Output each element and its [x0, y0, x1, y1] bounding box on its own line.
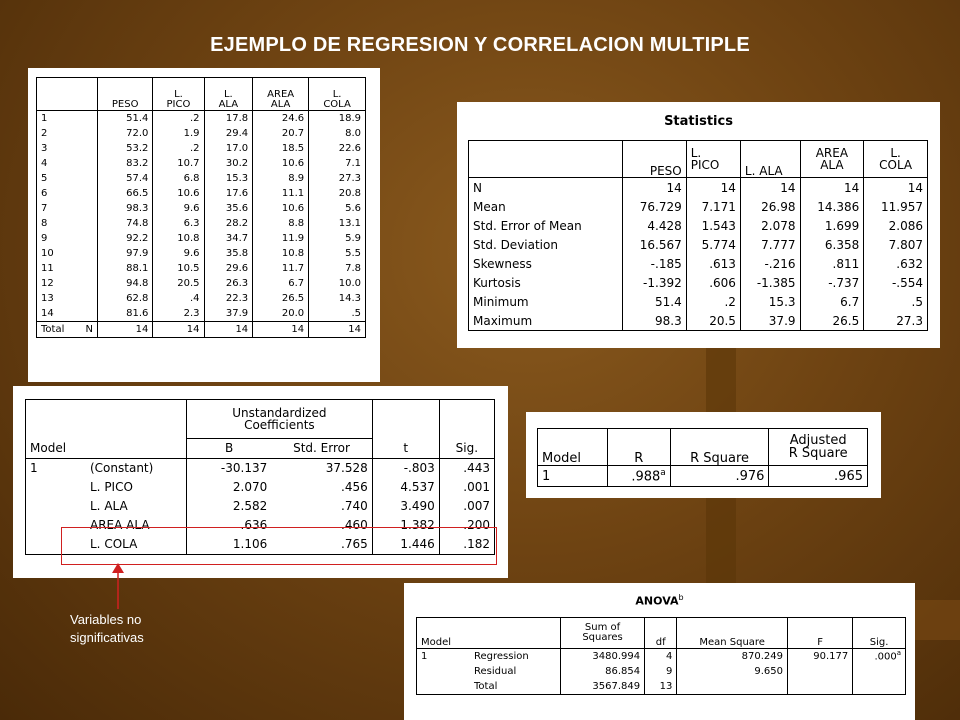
stat-value: .811 — [800, 254, 864, 273]
cell-value: 66.5 — [98, 186, 153, 201]
anova-header-mean-square: Mean Square — [677, 618, 788, 649]
table-row — [37, 126, 366, 141]
stats-header-lala: L. ALA — [740, 141, 800, 178]
coef-value: 1.106 — [232, 537, 268, 551]
cell-value: 22.3 — [204, 291, 253, 306]
stat-label: N — [469, 178, 623, 198]
cell-value: 10.0 — [338, 277, 361, 289]
cell-value: 10.6 — [253, 201, 309, 216]
stat-value: 98.3 — [623, 311, 687, 331]
cell-value: 5.5 — [345, 247, 361, 259]
table-row — [26, 458, 495, 478]
stat-value: 4.428 — [623, 216, 687, 235]
cell-value: 20.7 — [253, 126, 309, 141]
cell-value: 83.2 — [98, 156, 153, 171]
anova-label: 1 — [421, 650, 428, 662]
cell-value: 10.6 — [153, 186, 204, 201]
cell-value: 24.6 — [253, 111, 309, 127]
cell-value: 97.9 — [98, 246, 153, 261]
cell-value: 8.8 — [253, 216, 309, 231]
stat-value: 51.4 — [623, 292, 687, 311]
cell-value: 10.7 — [153, 156, 204, 171]
stat-value: 6.7 — [800, 292, 864, 311]
cell-value: 28.2 — [204, 216, 253, 231]
stats-header-lpico: L. PICO — [686, 141, 740, 178]
stat-value: -1.392 — [623, 273, 687, 292]
coef-value: -30.137 — [220, 461, 268, 475]
stat-label: Std. Deviation — [469, 235, 623, 254]
cell-value: 17.0 — [204, 141, 253, 156]
cell-value: 26.5 — [253, 291, 309, 306]
unstandardized-coefficients-header: Unstandardized Coefficients — [187, 400, 373, 439]
cell-value: 92.2 — [98, 231, 153, 246]
stat-value: 1.699 — [800, 216, 864, 235]
summary-header-r: R — [607, 429, 670, 466]
row-index: 11 — [37, 261, 98, 276]
stats-header-peso: PESO — [623, 141, 687, 178]
stat-value: .606 — [686, 273, 740, 292]
coef-value: 1.446 — [372, 535, 439, 555]
row-index: 6 — [37, 186, 98, 201]
row-index: 8 — [37, 216, 98, 231]
table-row — [469, 178, 928, 198]
summary-header-adjusted-r-square: Adjusted R Square — [788, 433, 848, 461]
coef-header-t: t — [372, 438, 439, 458]
stat-value: .632 — [896, 256, 923, 271]
coef-value: 37.528 — [271, 458, 372, 478]
cell-value: 29.4 — [204, 126, 253, 141]
stat-value: -1.385 — [740, 273, 800, 292]
stat-value: 26.98 — [740, 197, 800, 216]
anova-label: Regression — [470, 649, 561, 665]
col-header-peso: PESO — [98, 78, 153, 111]
anova-title: ANOVA$^b$ — [635, 593, 684, 608]
cell-value: 18.9 — [338, 112, 361, 124]
stat-value: 7.807 — [888, 237, 923, 252]
anova-value: 3480.994 — [561, 649, 645, 665]
anova-label — [417, 679, 471, 695]
stat-value: 2.086 — [888, 218, 923, 233]
cell-value: .2 — [153, 141, 204, 156]
cell-value: 30.2 — [204, 156, 253, 171]
cell-value: 9.6 — [153, 246, 204, 261]
cell-value: 18.5 — [253, 141, 309, 156]
cell-value: 11.7 — [253, 261, 309, 276]
coef-value: .636 — [240, 518, 268, 532]
coef-value: .740 — [271, 497, 372, 516]
coef-label: (Constant) — [86, 458, 187, 478]
coef-value: 2.582 — [232, 499, 268, 513]
table-row — [37, 216, 366, 231]
slide-title: EJEMPLO DE REGRESION Y CORRELACION MULTIPLE — [210, 34, 750, 56]
coefficients-panel — [13, 386, 508, 578]
stat-value: 16.567 — [623, 235, 687, 254]
stat-value: 5.774 — [686, 235, 740, 254]
coef-value: .200 — [463, 518, 490, 532]
stat-value: 20.5 — [686, 311, 740, 331]
total-row: Total N 14 14 14 14 14 — [37, 322, 366, 338]
table-row — [469, 254, 928, 273]
stat-value: 14 — [623, 178, 687, 198]
cell-value: .2 — [153, 111, 204, 127]
stat-value: -.216 — [740, 254, 800, 273]
anova-value: 9 — [645, 664, 677, 679]
anova-value — [787, 664, 852, 679]
stat-value: .5 — [911, 294, 923, 309]
anova-value: 3567.849 — [561, 679, 645, 695]
cell-value: 10.8 — [153, 231, 204, 246]
anova-label — [417, 664, 471, 679]
table-row — [469, 273, 928, 292]
anova-value: 870.249 — [677, 649, 788, 665]
anova-panel — [404, 583, 915, 720]
cell-value: 5.6 — [345, 202, 361, 214]
cell-value: 6.3 — [153, 216, 204, 231]
stats-header-lcola: L. COLA — [879, 146, 913, 172]
cell-value: 5.9 — [345, 232, 361, 244]
coef-header-b: B — [225, 441, 234, 455]
table-row — [469, 235, 928, 254]
stat-label: Maximum — [469, 311, 623, 331]
coef-label: L. PICO — [86, 478, 187, 497]
stat-value: -.737 — [800, 273, 864, 292]
table-row — [417, 649, 906, 665]
table-row — [37, 246, 366, 261]
table-row — [37, 111, 366, 127]
anova-value: 4 — [645, 649, 677, 665]
row-index: 4 — [37, 156, 98, 171]
stat-value: 14 — [686, 178, 740, 198]
stat-label: Std. Error of Mean — [469, 216, 623, 235]
table-row — [469, 197, 928, 216]
anova-value: 9.650 — [677, 664, 788, 679]
cell-value: 14.3 — [338, 292, 361, 304]
cell-value: 7.8 — [345, 262, 361, 274]
cell-value: 6.7 — [253, 276, 309, 291]
stats-header-areaala: AREA ALA — [800, 141, 864, 178]
anova-value: .000$^a$ — [874, 649, 901, 663]
annotation-arrow — [108, 563, 128, 613]
cell-value: 62.8 — [98, 291, 153, 306]
coef-value: .460 — [271, 516, 372, 535]
cell-value: 35.8 — [204, 246, 253, 261]
cell-value: 8.9 — [253, 171, 309, 186]
non-significant-variables-note: Variables no significativas — [70, 612, 144, 645]
table-row — [37, 291, 366, 306]
anova-header-sig: Sig. — [869, 637, 889, 648]
row-index: 5 — [37, 171, 98, 186]
row-index: 9 — [37, 231, 98, 246]
summary-header-model: Model — [538, 429, 608, 466]
stat-value: 14.386 — [800, 197, 864, 216]
coef-label: AREA ALA — [86, 516, 187, 535]
stat-label: Minimum — [469, 292, 623, 311]
stat-value: .613 — [686, 254, 740, 273]
stat-value: 37.9 — [740, 311, 800, 331]
anova-label: Residual — [470, 664, 561, 679]
anova-value: 90.177 — [787, 649, 852, 665]
cell-value: 10.8 — [253, 246, 309, 261]
coef-label: L. COLA — [86, 535, 187, 555]
anova-value — [853, 679, 906, 695]
cell-value: 22.6 — [338, 142, 361, 154]
table-row — [37, 186, 366, 201]
row-index: 10 — [37, 246, 98, 261]
coef-label — [26, 497, 87, 516]
coef-value: .001 — [463, 480, 490, 494]
table-row — [37, 231, 366, 246]
statistics-panel — [457, 102, 940, 348]
cell-value: 88.1 — [98, 261, 153, 276]
cell-value: 20.8 — [338, 187, 361, 199]
cell-value: 35.6 — [204, 201, 253, 216]
cell-value: 10.6 — [253, 156, 309, 171]
stat-value: 1.543 — [686, 216, 740, 235]
stat-label: Mean — [469, 197, 623, 216]
coef-header-sig: Sig. — [455, 440, 479, 455]
anova-label: Total — [470, 679, 561, 695]
cell-value: 20.0 — [253, 306, 309, 322]
row-index: 14 — [37, 306, 98, 322]
stat-value: 6.358 — [800, 235, 864, 254]
anova-header-sum-of-squares: Sum of Squares — [561, 618, 645, 649]
cell-value: 27.3 — [338, 172, 361, 184]
cell-value: 15.3 — [204, 171, 253, 186]
coef-value: .443 — [463, 461, 490, 475]
model-summary-panel — [526, 412, 881, 498]
stat-value: 14 — [740, 178, 800, 198]
cell-value: 13.1 — [338, 217, 361, 229]
cell-value: 51.4 — [98, 111, 153, 127]
anova-value — [853, 664, 906, 679]
row-index: 2 — [37, 126, 98, 141]
table-row — [469, 292, 928, 311]
row-index: 1 — [37, 111, 98, 127]
cell-value: 72.0 — [98, 126, 153, 141]
row-index: 3 — [37, 141, 98, 156]
col-header-lala: L. ALA — [204, 78, 253, 111]
table-row — [37, 276, 366, 291]
non-significant-highlight-box — [61, 527, 497, 565]
table-row — [37, 141, 366, 156]
cell-value: 10.5 — [153, 261, 204, 276]
coef-value: 1.382 — [372, 516, 439, 535]
table-row — [37, 171, 366, 186]
summary-header-r-square: R Square — [670, 429, 769, 466]
anova-value: 86.854 — [561, 664, 645, 679]
stat-label: Kurtosis — [469, 273, 623, 292]
row-index: 13 — [37, 291, 98, 306]
data-table-panel — [28, 68, 380, 382]
col-header-lpico: L. PICO — [153, 78, 204, 111]
cell-value: 17.8 — [204, 111, 253, 127]
table-row — [26, 497, 495, 516]
cell-value: 8.0 — [345, 127, 361, 139]
anova-value — [677, 679, 788, 695]
cell-value: 94.8 — [98, 276, 153, 291]
cell-value: 81.6 — [98, 306, 153, 322]
coef-value: .765 — [271, 535, 372, 555]
row-index: 7 — [37, 201, 98, 216]
stat-value: 76.729 — [623, 197, 687, 216]
coef-value: 3.490 — [372, 497, 439, 516]
cell-value: 6.8 — [153, 171, 204, 186]
row-index: 12 — [37, 276, 98, 291]
stat-value: 7.171 — [686, 197, 740, 216]
cell-value: 20.5 — [153, 276, 204, 291]
coef-header-model: Model — [30, 440, 67, 455]
cell-value: 2.3 — [153, 306, 204, 322]
coef-label: 1 — [30, 461, 38, 475]
col-header-areaala: AREA ALA — [253, 78, 309, 111]
stat-value: 11.957 — [881, 199, 923, 214]
coef-value: 4.537 — [372, 478, 439, 497]
cell-value: 9.6 — [153, 201, 204, 216]
stat-value: 14 — [800, 178, 864, 198]
cell-value: .5 — [351, 307, 361, 319]
anova-header-model: Model — [421, 637, 452, 648]
model-summary-table — [537, 428, 868, 487]
coef-value: .456 — [271, 478, 372, 497]
cell-value: 29.6 — [204, 261, 253, 276]
coef-label — [26, 478, 87, 497]
cell-value: 74.8 — [98, 216, 153, 231]
table-row — [469, 216, 928, 235]
stat-value: 2.078 — [740, 216, 800, 235]
cell-value: 26.3 — [204, 276, 253, 291]
data-table — [36, 77, 366, 338]
table-row — [37, 306, 366, 322]
cell-value: 7.1 — [345, 157, 361, 169]
cell-value: 53.2 — [98, 141, 153, 156]
summary-row: 1 .988$^a$ .976 .965 — [538, 466, 868, 487]
table-row — [37, 156, 366, 171]
stat-value: -.185 — [623, 254, 687, 273]
table-row — [37, 261, 366, 276]
col-header-lcola: L. COLA — [323, 89, 351, 110]
coef-header-std-error: Std. Error — [271, 438, 372, 458]
stat-value: 7.777 — [740, 235, 800, 254]
coef-value: .007 — [463, 499, 490, 513]
coef-label: L. ALA — [86, 497, 187, 516]
cell-value: 57.4 — [98, 171, 153, 186]
stat-value: 26.5 — [800, 311, 864, 331]
anova-header-f: F — [787, 618, 852, 649]
table-row — [417, 679, 906, 695]
table-row — [469, 311, 928, 331]
stat-value: 27.3 — [896, 313, 923, 328]
cell-value: 98.3 — [98, 201, 153, 216]
stat-value: -.554 — [891, 275, 923, 290]
cell-value: 17.6 — [204, 186, 253, 201]
cell-value: 1.9 — [153, 126, 204, 141]
table-row — [37, 201, 366, 216]
statistics-table — [468, 140, 928, 331]
cell-value: 11.1 — [253, 186, 309, 201]
coef-value: .182 — [463, 537, 490, 551]
coef-value: 2.070 — [232, 480, 268, 494]
stat-value: .2 — [686, 292, 740, 311]
anova-value — [787, 679, 852, 695]
cell-value: 34.7 — [204, 231, 253, 246]
cell-value: 37.9 — [204, 306, 253, 322]
anova-value: 13 — [645, 679, 677, 695]
anova-header-df: df — [645, 618, 677, 649]
stat-label: Skewness — [469, 254, 623, 273]
anova-table — [416, 617, 906, 695]
statistics-title: Statistics — [664, 114, 733, 129]
table-row — [417, 664, 906, 679]
cell-value: 11.9 — [253, 231, 309, 246]
table-row — [26, 478, 495, 497]
coef-value: -.803 — [372, 458, 439, 478]
cell-value: .4 — [153, 291, 204, 306]
stat-value: 14 — [907, 180, 923, 195]
stat-value: 15.3 — [740, 292, 800, 311]
